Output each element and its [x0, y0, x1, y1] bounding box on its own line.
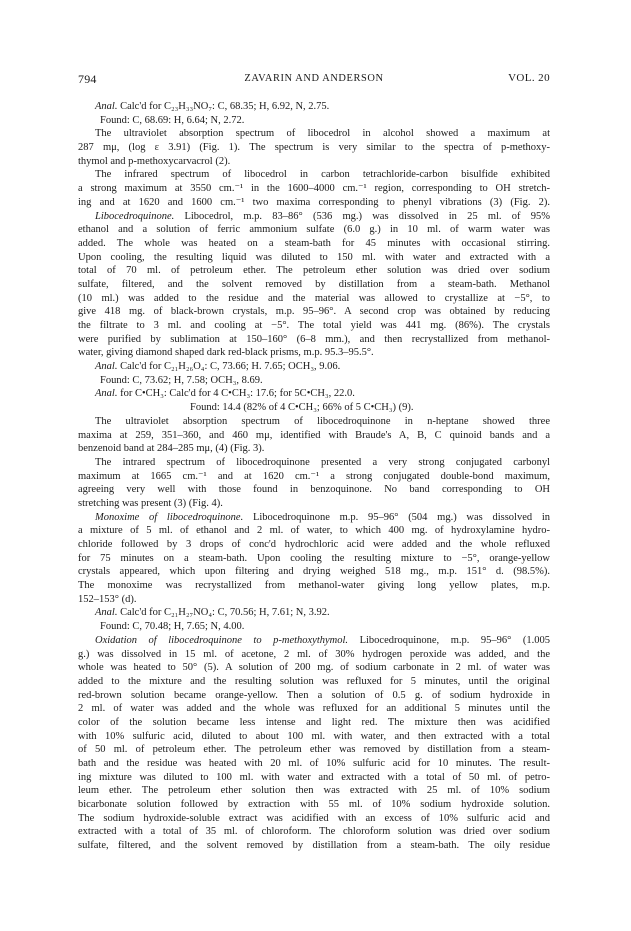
text-line: ing and at 1620 and 1600 cm.⁻¹ two maxima corresponding to phenyl vibrations (3) (Fig. 2).: [78, 196, 550, 208]
text-line: The sodium hydroxide-soluble extract was acidified with an excess of 10% sulfuric acid and: [78, 812, 550, 824]
text-line: Found: C, 70.48; H, 7.65; N, 4.00.: [100, 621, 245, 633]
page-number: 794: [78, 72, 97, 86]
line-text: Libocedroquinone, m.p. 95–96° (1.005: [348, 634, 550, 646]
text-line: The infrared spectrum of libocedrol in carbon tetrachloride-carbon bisulfide exhibited: [95, 169, 550, 181]
running-head: ZAVARIN AND ANDERSON: [244, 73, 384, 84]
text-line: [78, 210, 550, 224]
text-line: give 418 mg. of black-brown crystals, m.p. 95–96°. A second crop was obtained by reducing: [78, 306, 550, 318]
text-line: red-brown solution became orange-yellow. Then a solution of 0.5 g. of sodium hydroxide in: [78, 689, 550, 701]
text-line: ethanol and a solution of ferric ammonium sulfate (6.0 g.) in 10 ml. of warm water was: [78, 224, 550, 236]
line-text: Calc'd for C₂₁H₂₇NO₄: C, 70.56; H, 7.61; N, 3.92.: [117, 607, 330, 619]
text-line: of 50 ml. of petroleum ether. The petroleum ether was removed by distillation from a steam-: [78, 744, 550, 756]
text-line: Found: 14.4 (82% of 4 C•CH₃; 66% of 5 C•CH₃) (9).: [190, 402, 414, 414]
text-line: [78, 634, 550, 648]
text-line: Upon cooling, the resulting liquid was diluted to 150 ml. with water and extracted with a: [78, 251, 550, 263]
text-line: added to the mixture and the resulting solution was refluxed for 5 minutes, until the original: [78, 675, 550, 687]
run-in-label: Anal.: [95, 607, 118, 619]
text-line: sulfate, filtered, and the solvent removed by distillation from a steam-bath. The oily residue: [78, 840, 550, 852]
text-line: The monoxime was recrystallized from methanol-water giving long yellow plates, m.p.: [78, 580, 550, 592]
run-in-label: Anal.: [95, 361, 118, 373]
text-line: 152–153° (d).: [78, 593, 137, 605]
text-line: (10 ml.) was added to the residue and the material was allowed to crystallize at −5°, to: [78, 292, 550, 304]
text-line: bicarbonate solution followed by extraction with 55 ml. of 10% sodium hydroxide solution.: [78, 799, 550, 811]
text-line: Found: C, 68.69: H, 6.64; N, 2.72.: [100, 114, 245, 126]
text-line: agreeing very well with those found in benzoquinone. No band corresponding to OH: [78, 484, 550, 496]
line-text: Calc'd for C₂₁H₂₆O₄: C, 73.66; H. 7.65; OCH₃, 9.06.: [117, 361, 341, 373]
line-text: for C•CH₃: Calc'd for 4 C•CH₃: 17.6; for 5C•CH₃, 22.0.: [117, 388, 355, 400]
article-body: [78, 100, 550, 853]
text-line: crystals appeared, which upon filtering and drying weighed 518 mg., m.p. 151° d. (98.5%).: [78, 566, 550, 578]
text-line: total of 70 ml. of petroleum ether. The petroleum ether solution was dried over sodium: [78, 265, 550, 277]
text-line: thymol and p-methoxycarvacrol (2).: [78, 155, 231, 167]
text-line: ing mixture was diluted to 100 ml. with water and extracted with a total of 50 ml. of petro-: [78, 771, 550, 783]
text-line: the filtrate to 3 ml. and cooling at −5°. The total yield was 441 mg. (86%). The crystals: [78, 320, 550, 331]
run-in-label: Anal.: [95, 101, 118, 112]
text-line: a mixture of 5 ml. of ethanol and 2 ml. of water, to which 400 mg. of hydroxylamine hydro-: [78, 525, 550, 537]
text-line: [78, 387, 550, 401]
line-text: Libocedroquinone m.p. 95–96° (504 mg.) was dissolved in: [243, 511, 550, 523]
text-line: chloride followed by 3 drops of conc'd hydrochloric acid were added and the whole refluxed: [78, 539, 550, 550]
text-line: The ultraviolet absorption spectrum of libocedrol in alcohol showed a maximum at: [95, 128, 550, 140]
text-line: 287 mμ, (log ε 3.91) (Fig. 1). The spectrum is very similar to the spectra of p-methoxy-: [78, 142, 550, 154]
text-line: color of the solution became less intense and light red. The mixture then was acidified: [78, 716, 550, 728]
text-line: bath and the residue was heated with 20 ml. of 10% sulfuric acid for 10 minutes. The result-: [78, 758, 550, 769]
text-line: with 10% sulfuric acid, diluted to about 100 ml. with water, and then extracted with a total: [78, 730, 550, 742]
text-line: whole was heated to 50° (5). A solution of 200 mg. of sodium carbonate in 2 ml. of water was: [78, 662, 550, 674]
text-line: 2 ml. of water was added and the whole was refluxed for an additional 5 minutes until the: [78, 703, 550, 715]
run-in-label: Anal.: [95, 388, 118, 400]
text-line: maximum at 1665 cm.⁻¹ and at 1620 cm.⁻¹ a strong conjugated double-bond maximum,: [78, 470, 550, 482]
line-text: Libocedrol, m.p. 83–86° (536 mg.) was dissolved in 25 ml. of 95%: [174, 210, 550, 222]
text-line: [78, 360, 550, 374]
text-line: were purified by sublimation at 150–160° (6–8 mm.), and then recrystallized from methanol-: [78, 333, 550, 345]
volume-label: VOL. 20: [508, 72, 550, 84]
text-line: The ultraviolet absorption spectrum of libocedroquinone in n-heptane showed three: [95, 415, 550, 427]
text-line: a strong maximum at 3550 cm.⁻¹ in the 1600–4000 cm.⁻¹ region, corresponding to OH stretch-: [78, 183, 550, 195]
text-line: water, giving diamond shaped dark red-black prisms, m.p. 95.3–95.5°.: [78, 347, 374, 359]
run-in-label: Monoxime of libocedroquinone.: [95, 511, 244, 523]
line-text: Calc'd for C₂₃H₃₃NO₇: C, 68.35; H, 6.92, N, 2.75.: [117, 101, 330, 112]
text-line: maxima at 259, 351–360, and 460 mμ, identified with Braude's A, B, C quinoid bands and a: [78, 429, 550, 441]
text-line: benzenoid band at 284–285 mμ, (4) (Fig. 3).: [78, 443, 265, 455]
text-line: sulfate, filtered, and the solvent removed by distillation from a steam-bath. Methanol: [78, 278, 550, 290]
text-line: g.) was dissolved in 15 ml. of acetone, 2 ml. of 30% hydrogen peroxide was added, and the: [78, 648, 550, 660]
text-line: Found: C, 73.62; H, 7.58; OCH₃, 8.69.: [100, 374, 263, 386]
text-line: [78, 606, 550, 620]
text-line: for 75 minutes on a steam-bath. Upon cooling the resulting mixture to −5°, orange-yellow: [78, 552, 550, 564]
run-in-label: Oxidation of libocedroquinone to p-methoxythymol.: [95, 634, 349, 646]
text-line: The intrared spectrum of libocedroquinone presented a very strong conjugated carbonyl: [95, 456, 550, 468]
text-line: [78, 100, 550, 114]
text-line: stretching was present (3) (Fig. 4).: [78, 497, 223, 509]
text-line: added. The whole was heated on a steam-bath for 45 minutes with occasional stirring.: [78, 237, 550, 249]
text-line: leum ether. The petroleum ether solution then was extracted with 25 ml. of 10% sodium: [78, 785, 550, 797]
run-in-label: Libocedroquinone.: [95, 210, 175, 222]
text-line: [78, 511, 550, 525]
text-line: extracted with a total of 35 ml. of chloroform. The chloroform solution was dried over sodium: [78, 826, 550, 838]
